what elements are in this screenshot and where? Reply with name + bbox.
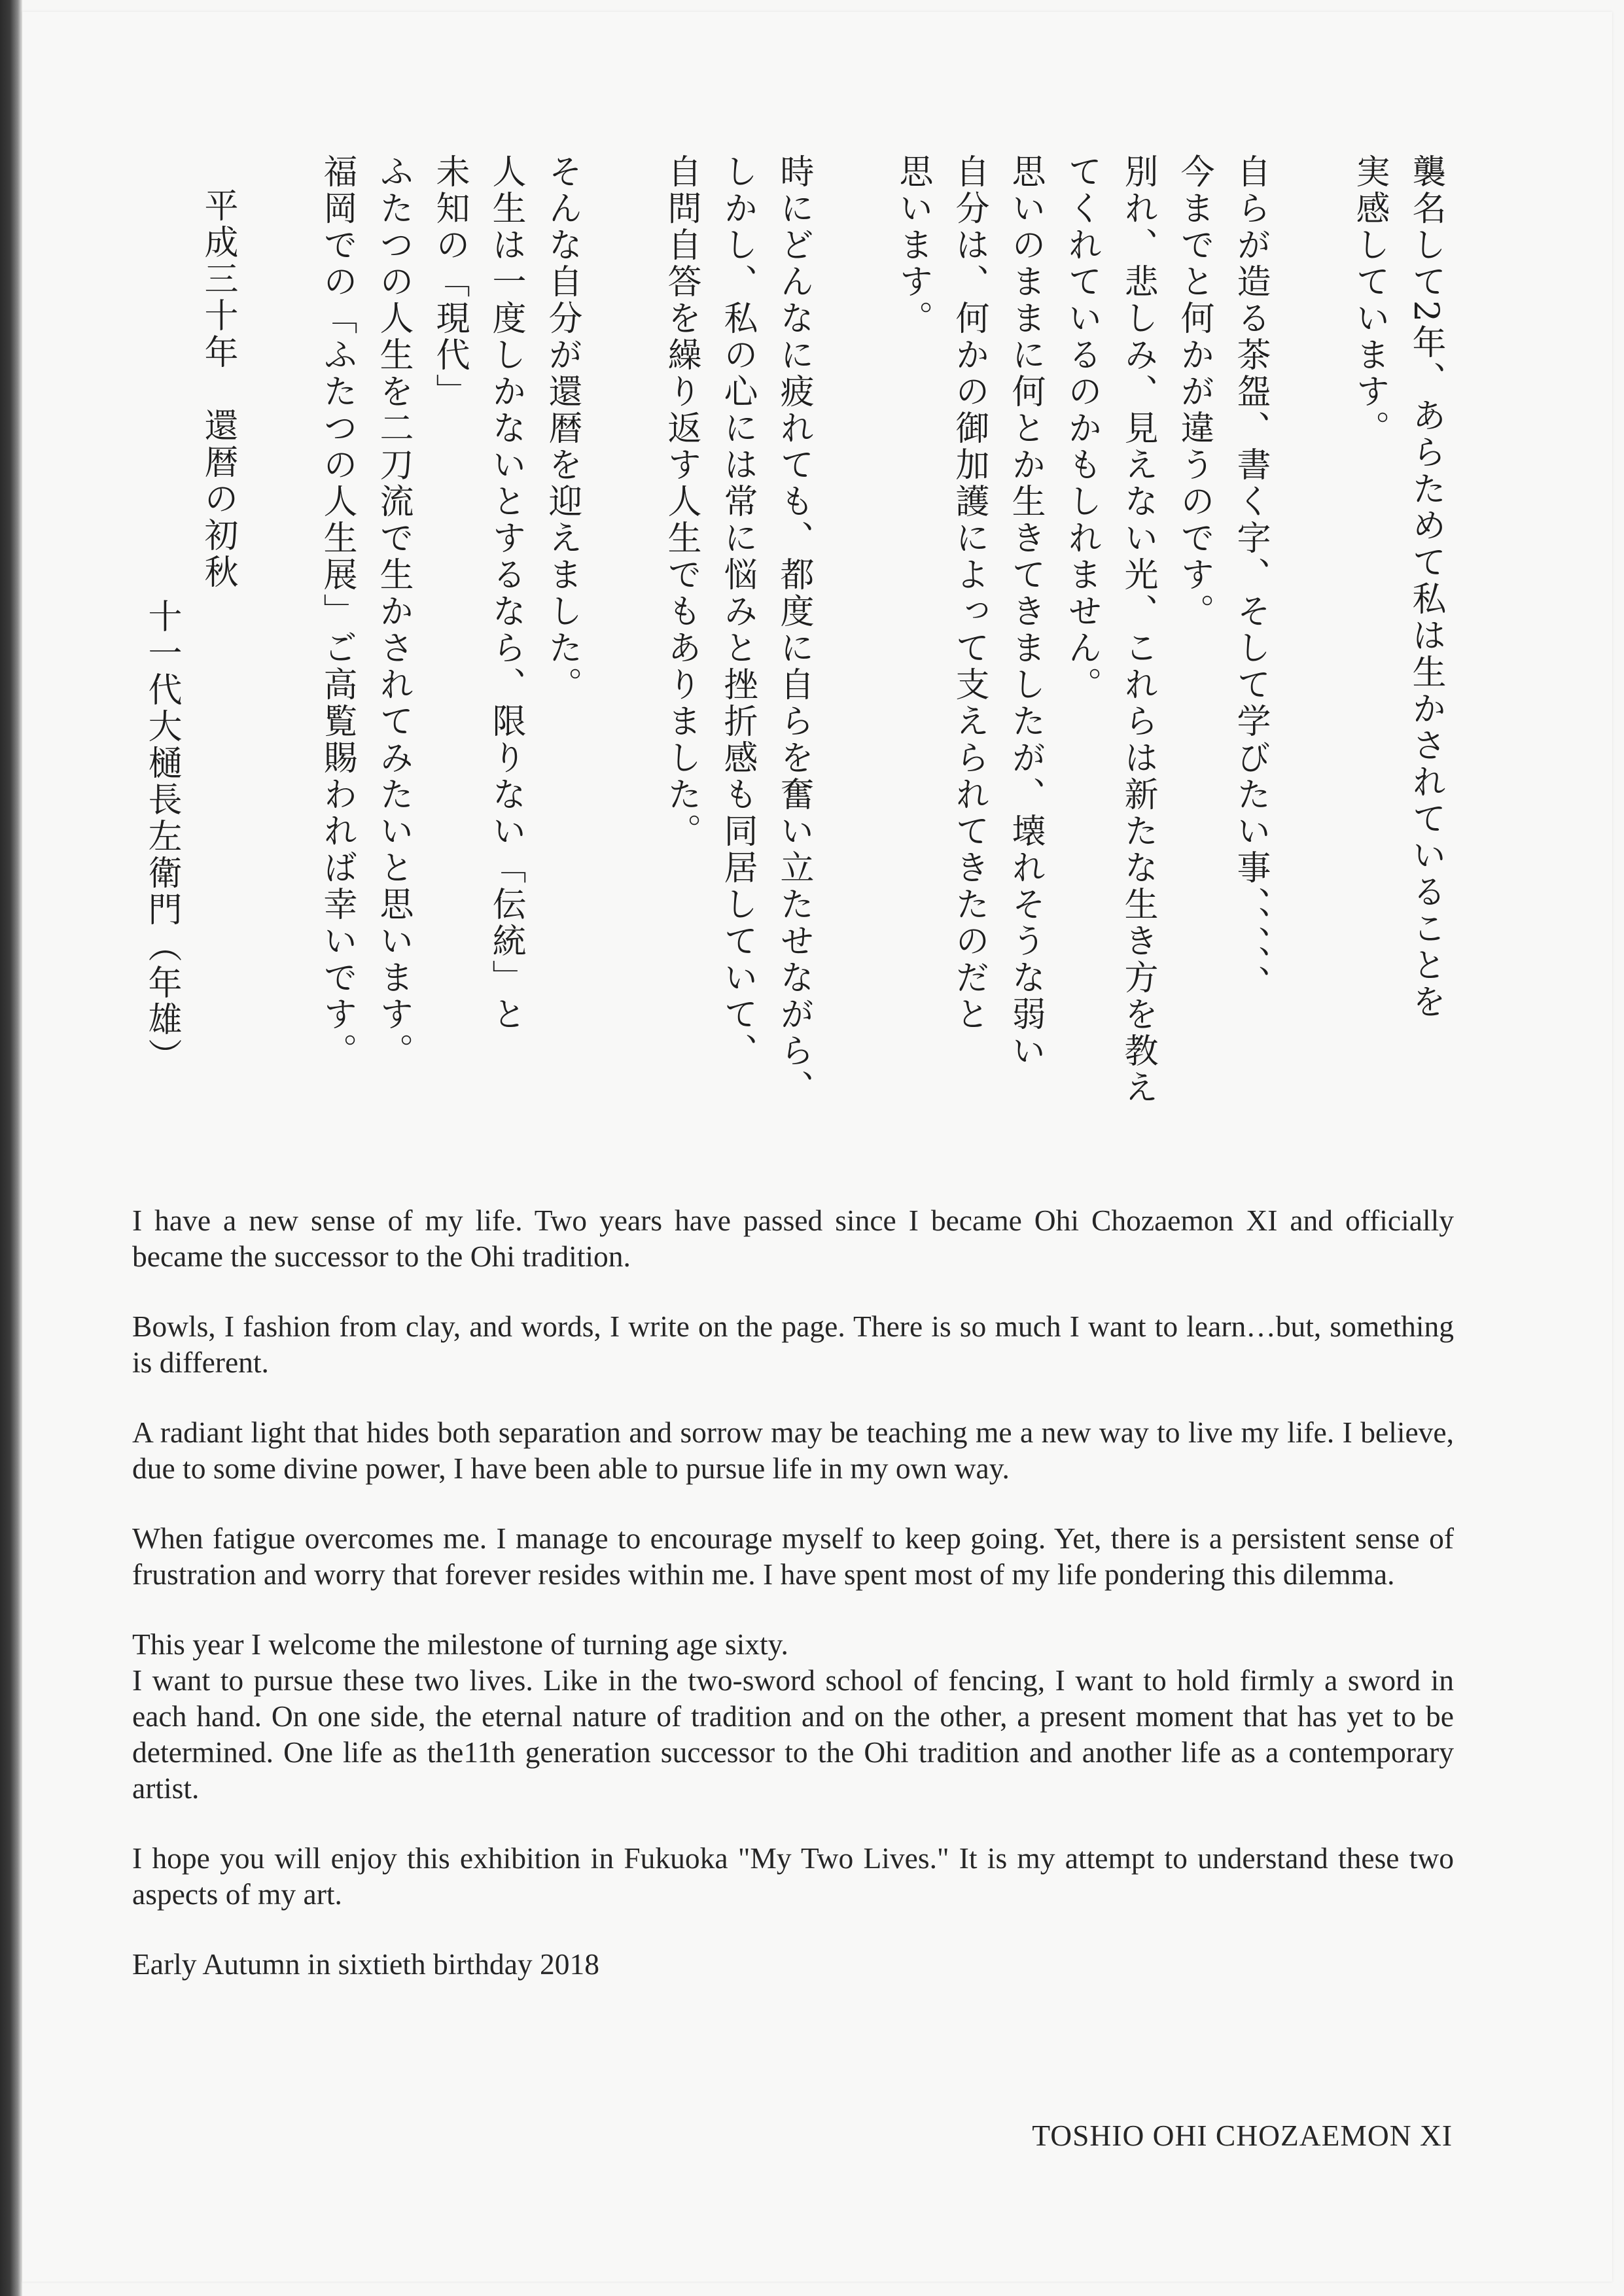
jp-line: 自問自答を繰り返す人生でもありました。 — [662, 154, 701, 850]
paragraph-gap — [246, 154, 309, 1187]
jp-line: 人生は一度しかないとするなら、限りない「伝統」と — [486, 154, 525, 1033]
binding-shadow — [0, 0, 22, 2296]
jp-line: 自分は、何かの御加護によって支えられてきたのだと — [949, 154, 989, 1033]
jp-line: 思いのままに何とか生きてきましたが、壊れそうな弱い — [1006, 154, 1045, 1070]
jp-line: 思います。 — [893, 154, 932, 337]
en-paragraph: A radiant light that hides both separation and sorrow may be teaching me a new way to live my life. I believe, due to some divine power, I have been able to pursue life in my own way. — [132, 1416, 1454, 1485]
jp-signature: 十一代大樋長左衛門（年雄） — [142, 599, 181, 1075]
en-paragraph: Bowls, I fashion from clay, and words, I write on the page. There is so much I want to learn…but, something is different. — [132, 1310, 1454, 1379]
jp-line: しかし、私の心には常に悩みと挫折感も同居していて、 — [718, 154, 757, 1070]
en-signature: TOSHIO OHI CHOZAEMON XI — [1032, 2119, 1453, 2152]
jp-line: 福岡での「ふたつの人生展」ご高覧賜われば幸いです。 — [317, 154, 357, 1070]
jp-date-line: 平成三十年 還暦の初秋 — [198, 188, 238, 591]
jp-line: 未知の「現代」 — [430, 154, 469, 410]
en-paragraph: I have a new sense of my life. Two years have passed since I became Ohi Chozaemon XI and officially became the successor to the Ohi tradition. — [132, 1204, 1454, 1273]
en-paragraph: I want to pursue these two lives. Like in the two-sword school of fencing, I want to hold firmly a sword in each hand. On one side, the eternal nature of tradition and on the other, a present moment that has yet to be determined. One life as the11th generation successor to the Ohi tradition and another life as a contemporary artist. — [132, 1663, 1454, 1805]
en-paragraph: When fatigue overcomes me. I manage to encourage myself to keep going. Yet, there is a persistent sense of frustration and worry that forever resides within me. I have spent most of my life pondering this dilemma. — [132, 1522, 1454, 1591]
jp-line: 実感しています。 — [1350, 154, 1389, 447]
paragraph-gap — [822, 154, 885, 1187]
jp-line: 自らが造る茶盌、書く字、そして学びたい事、、、、、 — [1231, 154, 1270, 1001]
jp-line: そんな自分が還暦を迎えました。 — [542, 154, 582, 703]
jp-line: 襲名して2年、あらためて私は生かされていることを — [1406, 154, 1445, 1021]
english-text — [132, 1202, 1454, 2016]
japanese-vertical-text — [133, 154, 1454, 1187]
jp-line: てくれているのかもしれません。 — [1062, 154, 1101, 703]
jp-line: ふたつの人生を二刀流で生かされてみたいと思います。 — [374, 154, 413, 1070]
jp-line: 今までと何かが違うのです。 — [1174, 154, 1214, 630]
paragraph-gap — [1279, 154, 1341, 1187]
en-date-line: Early Autumn in sixtieth birthday 2018 — [132, 1947, 600, 1981]
en-paragraph: I hope you will enjoy this exhibition in Fukuoka "My Two Lives." It is my attempt to understand these two aspects of my art. — [132, 1841, 1454, 1911]
en-paragraph: This year I welcome the milestone of turning age sixty. — [132, 1627, 788, 1661]
jp-line: 時にどんなに疲れても、都度に自らを奮い立たせながら、 — [774, 154, 813, 1106]
paragraph-gap — [590, 154, 653, 1187]
jp-line: 別れ、悲しみ、見えない光、これらは新たな生き方を教え — [1118, 154, 1157, 1106]
